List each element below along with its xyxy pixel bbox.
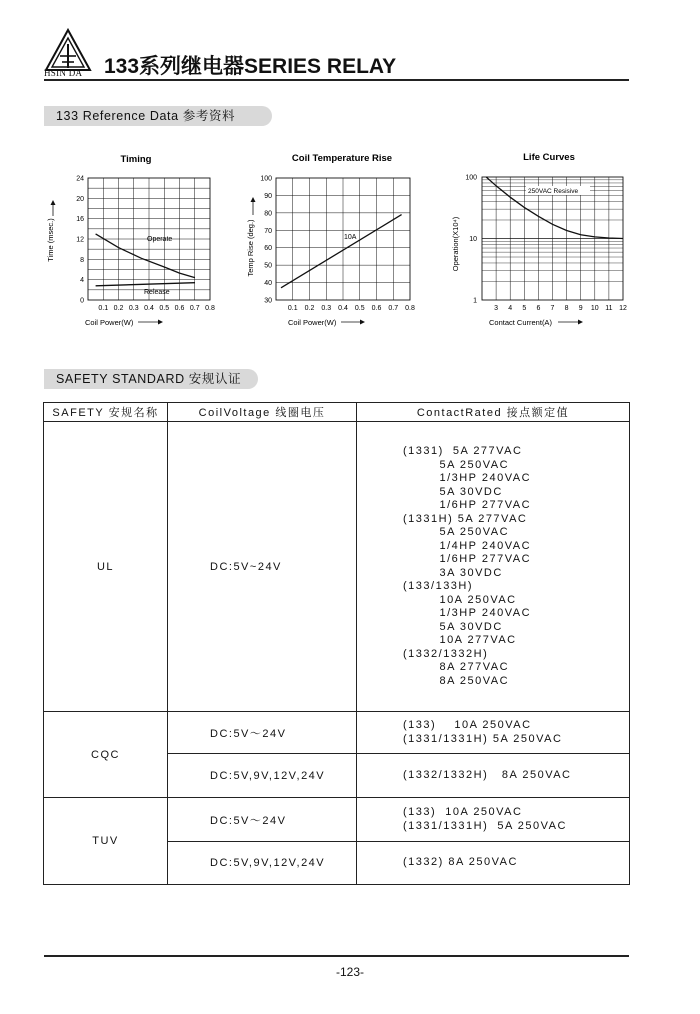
x-tick-label: 0.3	[128, 305, 139, 312]
life-series-label: 250VAC Resisive	[528, 188, 579, 195]
x-tick-label: 0.8	[405, 305, 415, 312]
temperature-x-arrowhead-icon	[360, 320, 365, 325]
x-tick-label: 12	[619, 305, 627, 312]
logo-text: HSIN DA	[44, 68, 83, 78]
table-row-cqc-1	[44, 712, 630, 754]
ul-ratings-cell	[357, 422, 630, 712]
rating-line: 1/3HP 240VAC	[403, 607, 532, 619]
rating-line: 3A 30VDC	[403, 566, 503, 579]
timing-x-label: Coil Power(W)	[85, 318, 134, 327]
rating-line: 5A 30VDC	[403, 485, 503, 498]
x-tick-label: 0.7	[189, 305, 200, 312]
y-tick-label: 90	[264, 192, 272, 200]
rating-line: (1331/1331H) 5A 250VAC	[403, 732, 563, 745]
x-tick-label: 6	[536, 305, 541, 312]
rating-line: 8A 250VAC	[403, 674, 510, 687]
timing-series-operate	[96, 234, 195, 278]
y-tick-label: 100	[260, 175, 272, 183]
x-tick-label: 0.4	[338, 305, 348, 312]
y-tick-label: 80	[264, 210, 272, 218]
tuv-voltage-cell-1: DC:5V～24V	[168, 798, 357, 842]
timing-y-ticks	[76, 176, 84, 305]
timing-y-arrowhead-icon	[51, 200, 56, 205]
temperature-grid	[276, 178, 410, 300]
rating-line: (1332) 8A 250VAC	[403, 856, 518, 869]
ul-voltage-cell: DC:5V~24V	[168, 422, 357, 712]
header-contact-rated: ContactRated 接点额定值	[357, 403, 630, 422]
life-x-label: Contact Current(A)	[489, 318, 552, 327]
y-tick-label: 8	[80, 256, 84, 264]
ul-ratings-list	[403, 445, 629, 688]
x-tick-label: 0.1	[98, 305, 109, 312]
x-tick-label: 0.5	[159, 305, 170, 312]
rating-line: 10A 250VAC	[403, 593, 517, 606]
ul-name-cell: UL	[44, 422, 168, 712]
y-tick-label: 16	[76, 216, 84, 224]
section-label-safety-standard: SAFETY STANDARD 安规认证	[44, 369, 258, 389]
timing-series-label-release: Release	[144, 289, 170, 296]
rating-line: (133/133H)	[403, 580, 474, 592]
rating-line: 1/3HP 240VAC	[403, 472, 532, 484]
section-label-reference-data: 133 Reference Data 参考资料	[44, 106, 272, 126]
x-tick-label: 0.8	[205, 305, 215, 312]
x-tick-label: 3	[494, 305, 499, 312]
x-tick-label: 10	[590, 305, 599, 312]
x-tick-label: 0.6	[371, 305, 382, 312]
footer-divider	[44, 955, 629, 957]
temperature-series-10a	[281, 215, 402, 288]
temperature-y-ticks	[260, 176, 272, 305]
timing-x-arrowhead-icon	[158, 320, 163, 325]
x-tick-label: 7	[550, 305, 555, 312]
rating-line: 1/4HP 240VAC	[403, 539, 532, 552]
tuv-voltage-cell-2: DC:5V,9V,12V,24V	[168, 842, 357, 885]
x-tick-label: 0.2	[304, 305, 315, 312]
life-chart-title: Life Curves	[523, 152, 575, 163]
life-x-ticks	[494, 305, 627, 312]
table-row-ul	[44, 422, 630, 712]
rating-line: (1331/1331H) 5A 250VAC	[403, 819, 567, 832]
table-header-row	[44, 403, 630, 422]
timing-series-release	[96, 283, 195, 286]
header-safety-name: SAFETY 安规名称	[44, 403, 168, 422]
life-grid	[482, 177, 623, 300]
life-y-ticks	[465, 175, 477, 305]
temperature-y-arrowhead-icon	[251, 197, 256, 202]
safety-standard-table	[43, 402, 630, 885]
y-tick-label: 30	[264, 297, 272, 305]
life-x-arrowhead-icon	[578, 320, 583, 325]
timing-series-label-operate: Operate	[147, 236, 173, 243]
tuv-name-cell: TUV	[44, 798, 168, 885]
y-tick-label: 40	[264, 280, 272, 288]
timing-x-ticks	[98, 305, 215, 312]
y-tick-label: 0	[80, 297, 84, 305]
y-tick-label: 60	[264, 245, 272, 253]
page-number: -123-	[335, 965, 364, 979]
table-row-tuv-1	[44, 798, 630, 842]
rating-line: (1331H) 5A 277VAC	[403, 512, 528, 525]
cqc-voltage-cell-2: DC:5V,9V,12V,24V	[168, 754, 357, 798]
rating-line: 8A 277VAC	[403, 661, 510, 673]
header-divider	[44, 79, 629, 81]
timing-y-label: Time (msec.)	[46, 218, 55, 262]
rating-line: 5A 30VDC	[403, 620, 503, 633]
rating-line: (133) 10A 250VAC	[403, 806, 523, 818]
life-y-label: Operation(X10⁴)	[451, 216, 460, 272]
x-tick-label: 5	[522, 305, 527, 312]
x-tick-label: 0.1	[287, 305, 298, 312]
y-tick-label: 10	[469, 236, 477, 243]
x-tick-label: 0.2	[113, 305, 124, 312]
temperature-series-label: 10A	[344, 234, 357, 241]
temperature-chart-title: Coil Temperature Rise	[291, 153, 393, 164]
y-tick-label: 12	[76, 236, 84, 244]
rating-line: 5A 250VAC	[403, 458, 510, 471]
tuv-ratings-cell-1	[357, 798, 630, 842]
x-tick-label: 0.5	[354, 305, 365, 312]
x-tick-label: 0.3	[321, 305, 332, 312]
temperature-x-ticks	[288, 305, 415, 312]
temperature-x-label: Coil Power(W)	[288, 318, 337, 327]
x-tick-label: 11	[605, 305, 613, 312]
life-curves-chart	[446, 148, 640, 333]
cqc-name-cell: CQC	[44, 712, 168, 798]
x-tick-label: 9	[578, 305, 583, 312]
rating-line: 1/6HP 277VAC	[403, 499, 532, 511]
x-tick-label: 8	[564, 305, 569, 312]
x-tick-label: 0.7	[388, 305, 399, 312]
rating-line: (1332/1332H)	[403, 647, 489, 660]
rating-line: (133) 10A 250VAC	[403, 719, 532, 731]
y-tick-label: 1	[473, 297, 477, 305]
timing-chart	[44, 148, 234, 333]
y-tick-label: 20	[76, 195, 84, 203]
timing-chart-title: Timing	[120, 154, 152, 165]
x-tick-label: 0.4	[144, 305, 154, 312]
y-tick-label: 100	[465, 174, 477, 182]
rating-line: (1332/1332H) 8A 250VAC	[403, 768, 572, 781]
temperature-y-label: Temp Rise (deg.)	[246, 219, 255, 277]
y-tick-label: 70	[264, 227, 272, 235]
rating-line: 1/6HP 277VAC	[403, 553, 532, 565]
rating-line: (1331) 5A 277VAC	[403, 445, 523, 457]
cqc-ratings-cell-2	[357, 754, 630, 798]
y-tick-label: 50	[264, 262, 272, 270]
x-tick-label: 0.6	[174, 305, 185, 312]
y-tick-label: 24	[76, 175, 84, 183]
tuv-ratings-cell-2	[357, 842, 630, 885]
y-tick-label: 4	[80, 277, 84, 285]
x-tick-label: 4	[508, 305, 513, 312]
header-coil-voltage: CoilVoltage 线圈电压	[168, 403, 357, 422]
temperature-rise-chart	[244, 148, 434, 333]
page-title: 133系列继电器SERIES RELAY	[104, 55, 397, 78]
rating-line: 5A 250VAC	[403, 526, 510, 538]
rating-line: 10A 277VAC	[403, 634, 517, 646]
cqc-voltage-cell-1: DC:5V～24V	[168, 712, 357, 754]
cqc-ratings-cell-1	[357, 712, 630, 754]
